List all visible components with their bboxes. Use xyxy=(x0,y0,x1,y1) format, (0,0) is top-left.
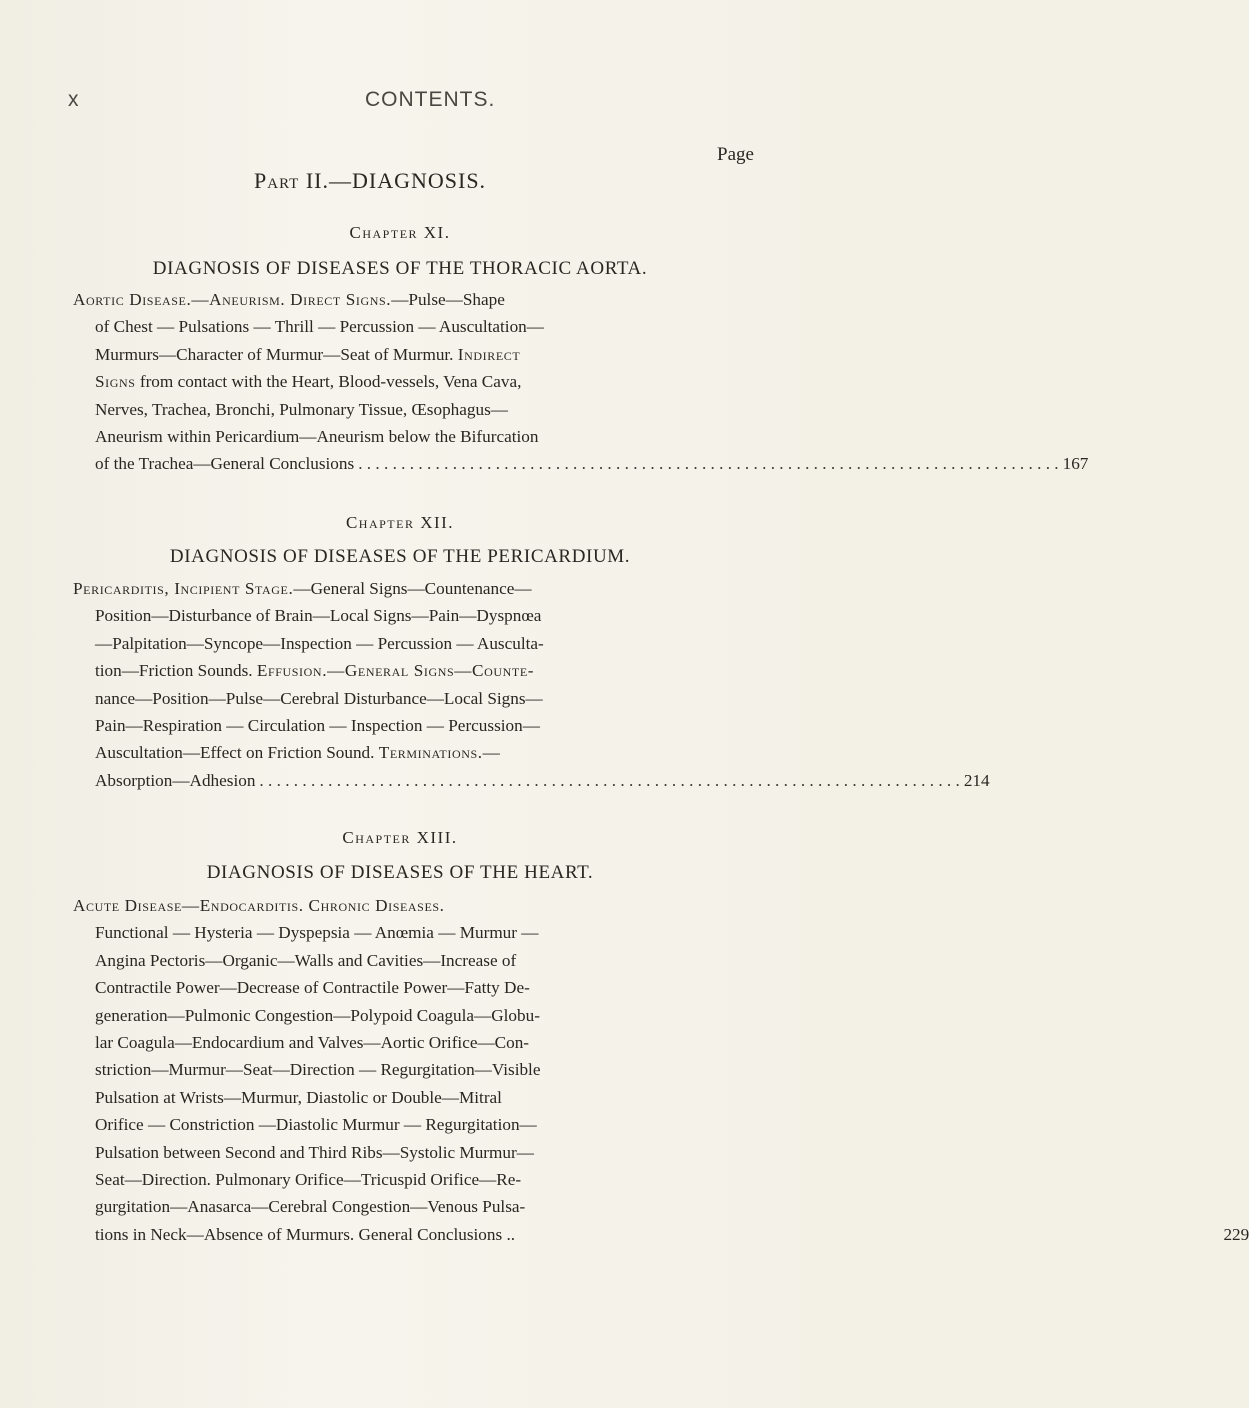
contents-line: Pain—Respiration — Circulation — Inspection — Percussion— xyxy=(95,716,540,736)
chapter-contents xyxy=(73,286,1089,478)
chapter-title: DIAGNOSIS OF DISEASES OF THE HEART. xyxy=(206,862,594,883)
contents-line: Pulsation at Wrists—Murmur, Diastolic or Double—Mitral xyxy=(95,1087,502,1107)
page-column-label: Page xyxy=(717,144,754,165)
contents-line: generation—Pulmonic Congestion—Polypoid Coagula—Globu- xyxy=(95,1005,540,1025)
contents-line: Aortic Disease.—Aneurism. Direct Signs.—Pulse—Shape xyxy=(73,290,505,309)
contents-line: Murmurs—Character of Murmur—Seat of Murmur. Indirect xyxy=(95,344,521,364)
contents-line: Position—Disturbance of Brain—Local Signs—Pain—Dyspnœa xyxy=(95,606,542,626)
contents-line: of Chest — Pulsations — Thrill — Percussion — Auscultation— xyxy=(95,317,544,337)
contents-line: Contractile Power—Decrease of Contractile Power—Fatty De- xyxy=(95,978,530,998)
contents-line: Pericarditis, Incipient Stage.—General Signs—Countenance— xyxy=(73,579,532,598)
contents-line: Orifice — Constriction —Diastolic Murmur — Regurgitation— xyxy=(95,1115,537,1135)
dot-leader xyxy=(259,771,959,790)
part-name: —DIAGNOSIS. xyxy=(329,168,487,193)
contents-line: nance—Position—Pulse—Cerebral Disturbance—Local Signs— xyxy=(95,688,543,708)
contents-line: —Palpitation—Syncope—Inspection — Percussion — Ausculta- xyxy=(95,633,544,653)
part-title xyxy=(254,168,486,194)
chapter-label: Chapter XII. xyxy=(345,513,455,532)
contents-last-line: Absorption—Adhesion. . . 214 xyxy=(73,767,753,794)
contents-line: gurgitation—Anasarca—Cerebral Congestion—Venous Pulsa- xyxy=(95,1197,526,1217)
contents-line: striction—Murmur—Seat—Direction — Regurgitation—Visible xyxy=(95,1060,541,1080)
running-title: CONTENTS. xyxy=(365,88,496,111)
contents-last-line: tions in Neck—Absence of Murmurs. General Conclusions .. 229 xyxy=(95,1224,1249,1244)
page-reference: 229 xyxy=(1223,1224,1249,1244)
contents-line: Functional — Hysteria — Dyspepsia — Anœmia — Murmur — xyxy=(95,923,539,943)
page-reference: 167 xyxy=(1062,454,1089,474)
contents-last-line: of the Trachea—General Conclusions. . . 167 xyxy=(73,450,753,477)
contents-line: lar Coagula—Endocardium and Valves—Aortic Orifice—Con- xyxy=(95,1033,530,1053)
page-reference: 214 xyxy=(963,770,990,790)
chapter-contents xyxy=(73,892,1249,1248)
chapter-label: Chapter XI. xyxy=(349,223,451,242)
contents-line: Angina Pectoris—Organic—Walls and Cavities—Increase of xyxy=(95,950,517,970)
contents-line: Seat—Direction. Pulmonary Orifice—Tricuspid Orifice—Re- xyxy=(95,1170,522,1190)
part-prefix: Part II. xyxy=(254,168,329,193)
chapter-title: DIAGNOSIS OF DISEASES OF THE THORACIC AORTA. xyxy=(152,258,648,279)
dot-leader xyxy=(358,454,1058,473)
contents-line: Auscultation—Effect on Friction Sound. Terminations.— xyxy=(95,743,501,763)
contents-line: tion—Friction Sounds. Effusion.—General Signs—Counte- xyxy=(95,661,535,681)
chapter-title: DIAGNOSIS OF DISEASES OF THE PERICARDIUM. xyxy=(169,546,631,567)
contents-line: Pulsation between Second and Third Ribs—Systolic Murmur— xyxy=(95,1142,534,1162)
contents-line: Signs from contact with the Heart, Blood-vessels, Vena Cava, xyxy=(95,372,522,392)
chapter-contents xyxy=(73,575,990,794)
contents-line: Nerves, Trachea, Bronchi, Pulmonary Tissue, Œsophagus— xyxy=(95,399,508,419)
page-number: x xyxy=(68,88,80,111)
chapter-label: Chapter XIII. xyxy=(342,828,458,847)
contents-line: Aneurism within Pericardium—Aneurism below the Bifurcation xyxy=(95,427,539,447)
contents-line: Acute Disease—Endocarditis. Chronic Diseases. xyxy=(73,896,445,915)
